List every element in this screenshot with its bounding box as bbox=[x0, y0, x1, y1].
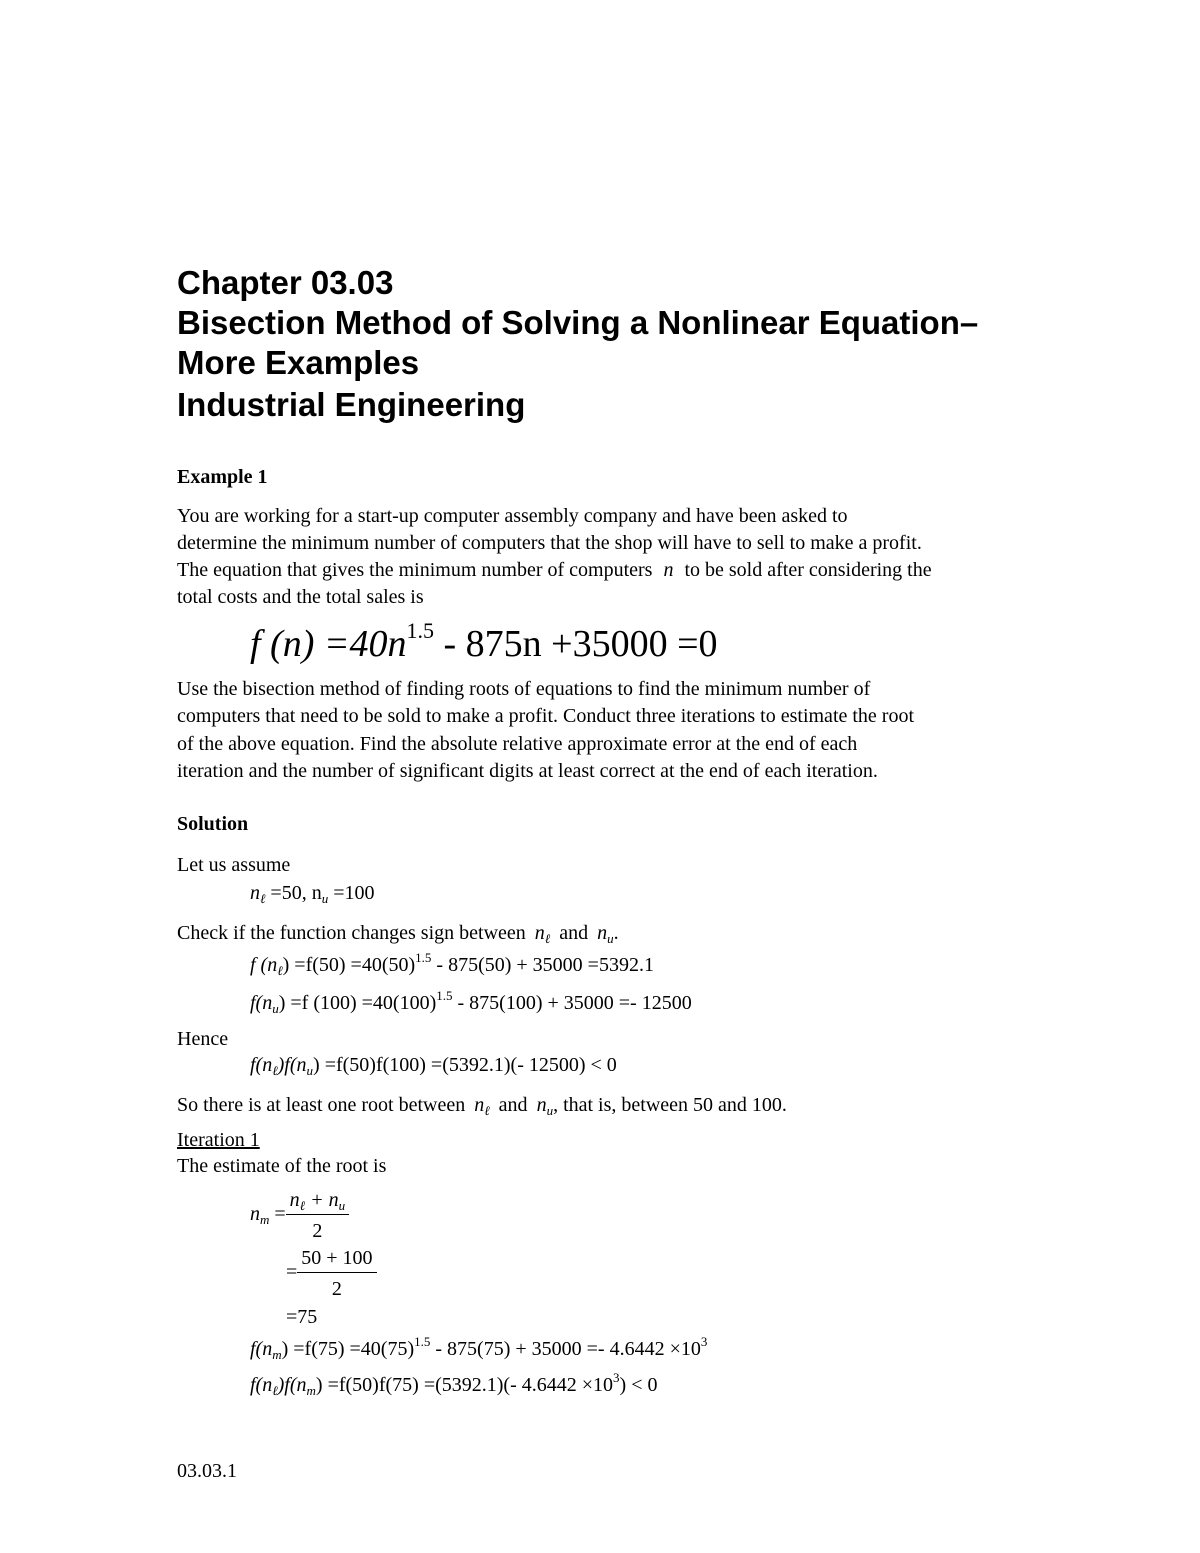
task-line-3: of the above equation. Find the absolute relative approximate error at the end of each bbox=[177, 733, 858, 755]
check-sign-line: Check if the function changes sign between $n_\ell$ and $n_u$. bbox=[177, 922, 619, 946]
section-title-cont: More Examples bbox=[177, 344, 420, 381]
problem-line-3a: The equation that gives the minimum number of computers bbox=[177, 559, 653, 581]
and-1: and bbox=[559, 922, 589, 944]
problem-line-1: You are working for a start-up computer assembly company and have been asked to bbox=[177, 505, 848, 527]
task-line-2: computers that need to be sold to make a profit. Conduct three iterations to estimate the root bbox=[177, 705, 915, 727]
task-line-4: iteration and the number of significant digits at least correct at the end of each iteration. bbox=[177, 760, 878, 782]
midpoint-formula: $n_m$ = $\frac{n_\ell + n_u}{2}$ bbox=[250, 1188, 349, 1243]
midpoint-substitution: = $\frac{50 + 100}{2}$ bbox=[286, 1246, 377, 1301]
problem-line-3b: to be sold after considering the bbox=[684, 559, 932, 581]
product-2-equation: $f(n_\ell)f(n_m) =f(50)f(75) =(5392.1)(-$ $4.6442 \times 10^3) < 0$ bbox=[250, 1370, 658, 1398]
problem-line-4: total costs and the total sales is bbox=[177, 586, 424, 608]
variable-n: n bbox=[663, 559, 674, 581]
f-midpoint-equation: $f(n_m) =f(75) =40(75)^{1.5} - 875(75) + 35000 =- 4.6442 \times 10^3$ bbox=[250, 1334, 708, 1362]
main-equation-rhs: - 875n +35000 =0 bbox=[434, 623, 718, 665]
estimate-text: The estimate of the root is bbox=[177, 1155, 387, 1177]
check-period: . bbox=[613, 922, 619, 944]
check-sign-text: Check if the function changes sign between bbox=[177, 922, 526, 944]
iteration-1-heading: Iteration 1 bbox=[177, 1129, 260, 1151]
chapter-title: Chapter 03.03 bbox=[177, 264, 394, 301]
root-between-line: So there is at least one root between $n_\ell$ and $n_u$, that is, between 50 and 100. bbox=[177, 1094, 787, 1118]
section-title: Bisection Method of Solving a Nonlinear Equation– bbox=[177, 304, 979, 341]
assume-text: Let us assume bbox=[177, 854, 291, 876]
f-upper-equation: $f(n_u) =f$ $(100) =40(100)^{1.5} - 875(100) + 35000 =- 12500$ bbox=[250, 988, 692, 1016]
example-heading: Example 1 bbox=[177, 466, 268, 488]
bounds-values: =50, n bbox=[270, 882, 322, 904]
f-lower-equation: f $(n_\ell) =f(50) =40(50)^{1.5} - 875(50) + 35000 =5392.1$ bbox=[250, 950, 654, 978]
main-equation-exponent: 1.5 bbox=[406, 618, 435, 643]
initial-bounds: $n_\ell =50$, $n_u =100$ bbox=[250, 882, 375, 906]
main-equation bbox=[250, 618, 718, 666]
midpoint-result: =75 bbox=[286, 1306, 318, 1328]
subject-title: Industrial Engineering bbox=[177, 386, 526, 423]
product-equation: $f(n_\ell)f(n_u) =f(50)f(100) =(5392.1)(-$ 12500) < 0 bbox=[250, 1054, 617, 1078]
page-number: 03.03.1 bbox=[177, 1460, 237, 1482]
problem-line-3 bbox=[177, 557, 932, 584]
task-line-1: Use the bisection method of finding roots of equations to find the minimum number of bbox=[177, 678, 871, 700]
main-equation-lhs: f (n) =40n bbox=[250, 623, 407, 665]
hence-text: Hence bbox=[177, 1028, 229, 1050]
solution-heading: Solution bbox=[177, 813, 249, 835]
problem-line-2: determine the minimum number of computers that the shop will have to sell to make a profit. bbox=[177, 532, 922, 554]
bounds-end: =100 bbox=[328, 882, 375, 904]
